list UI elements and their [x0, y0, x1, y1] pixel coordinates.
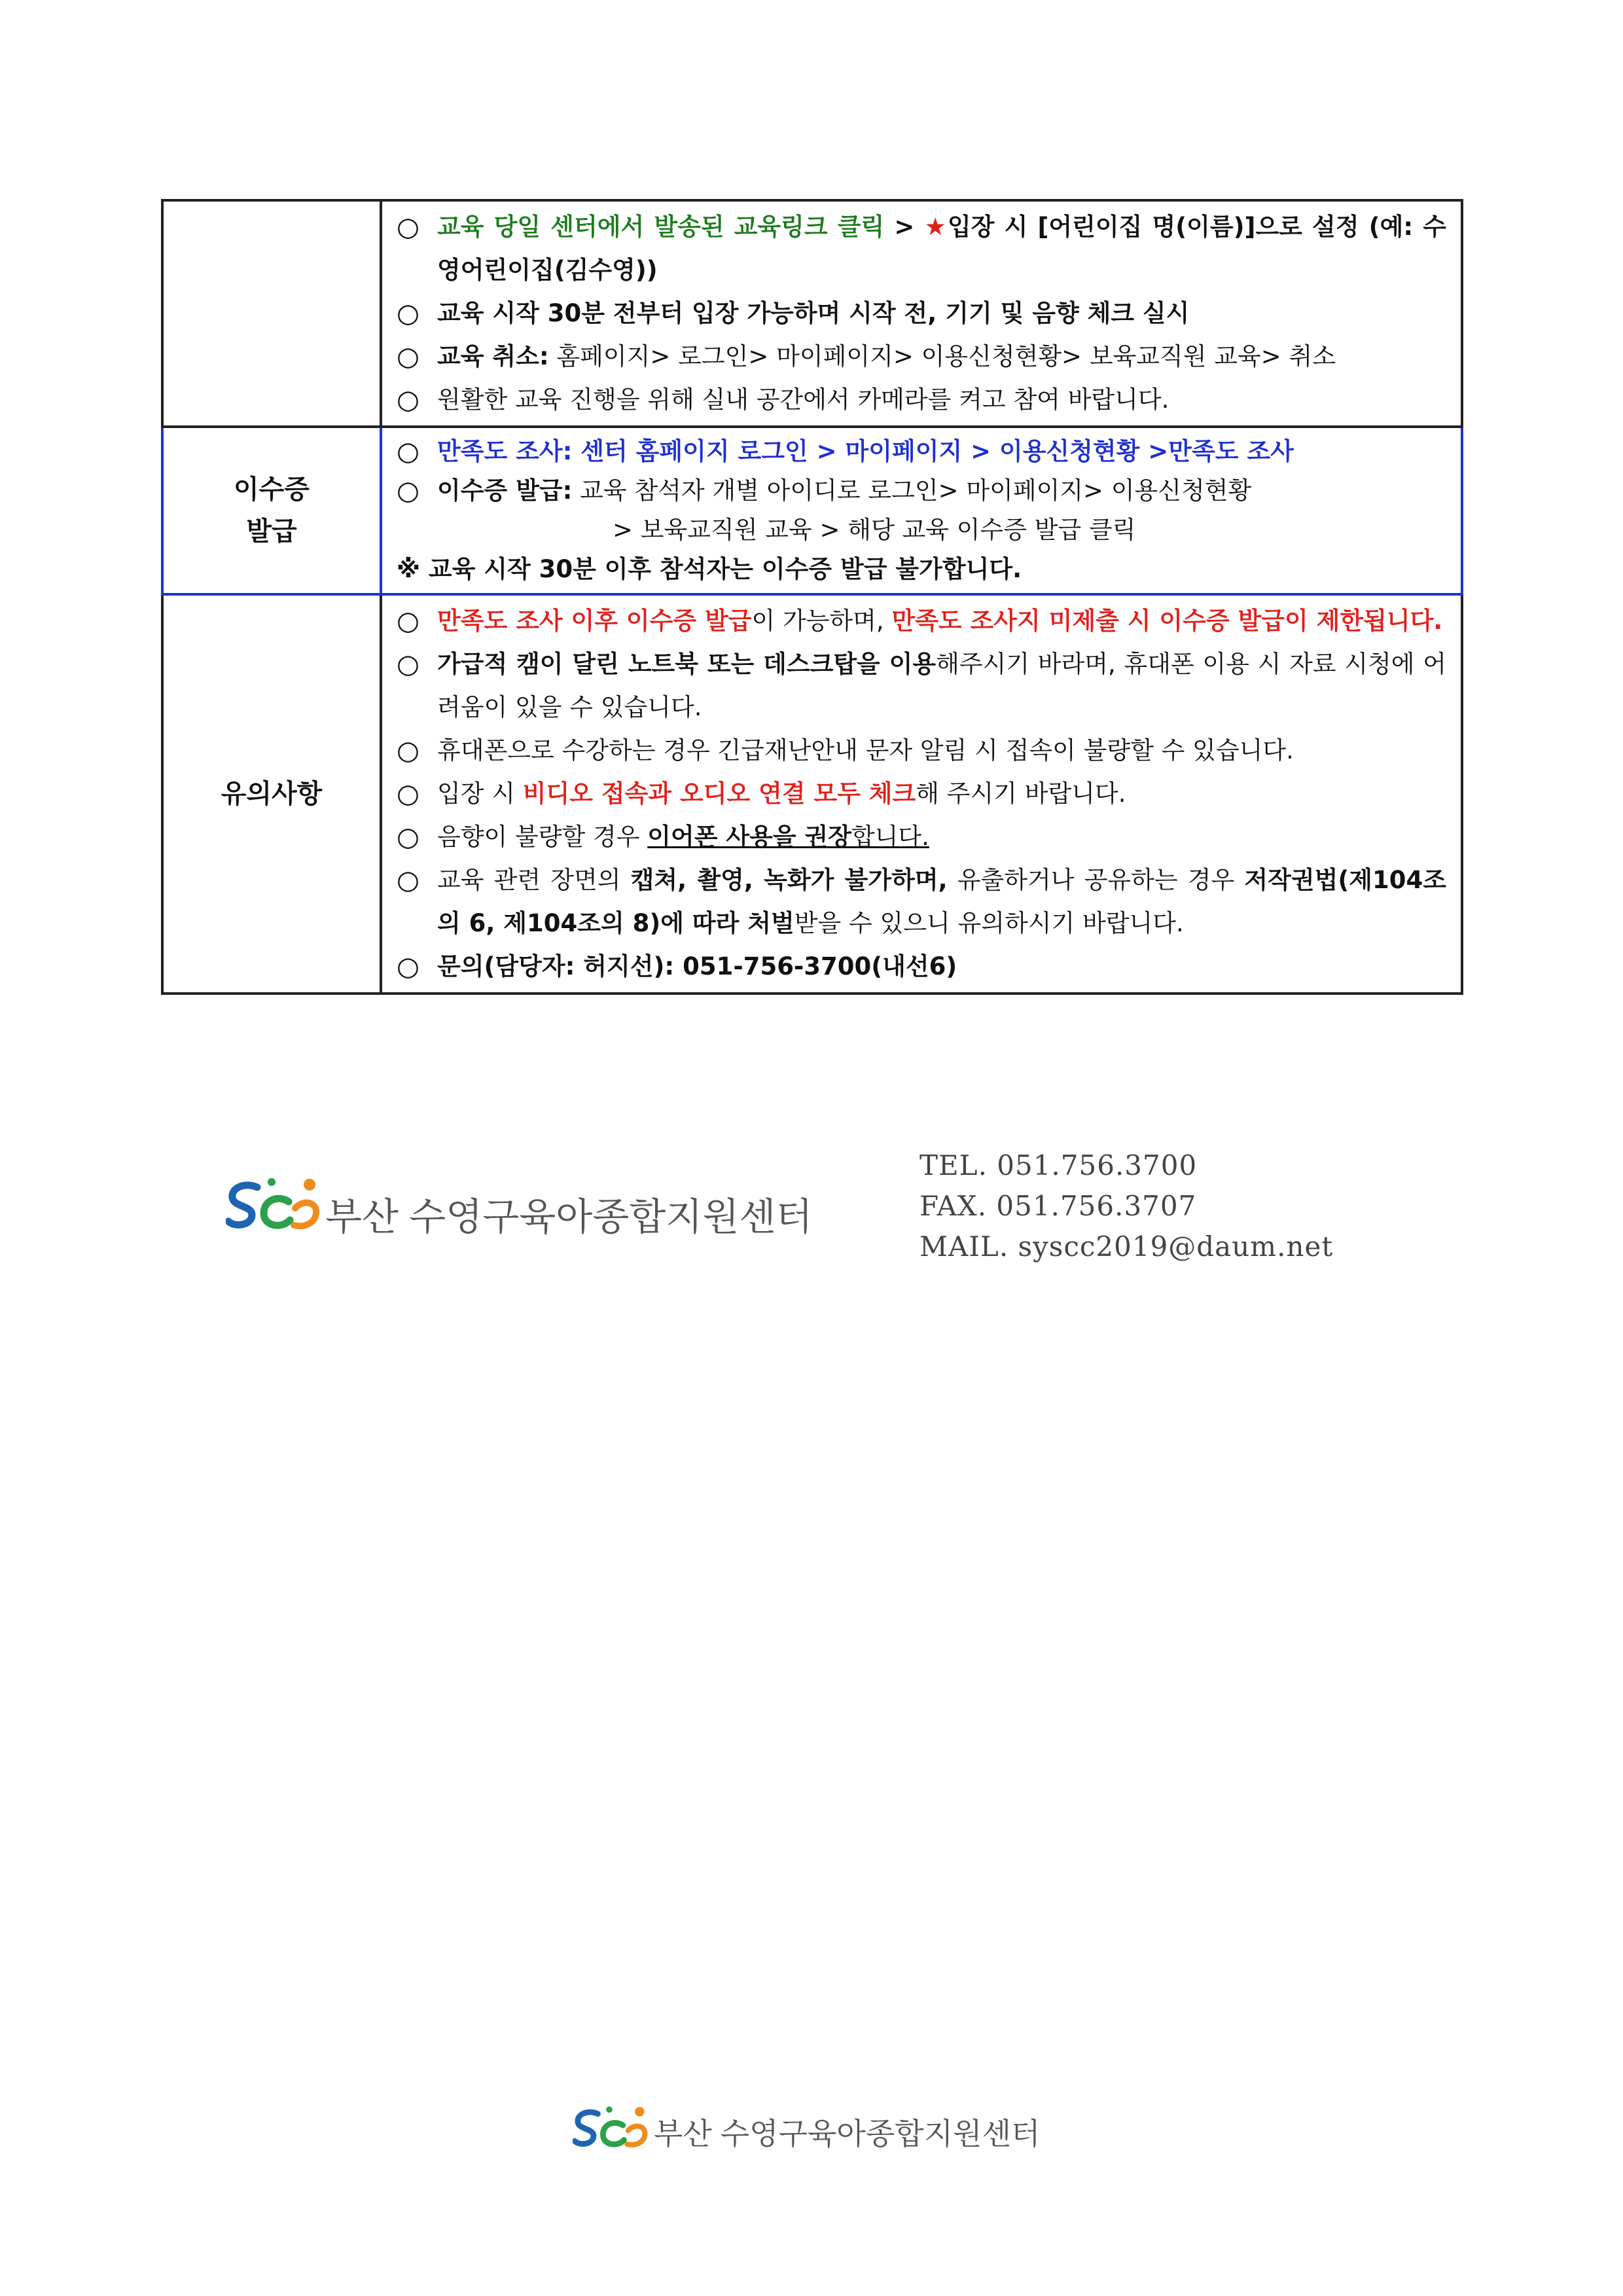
text-segment: 해 주시기 바랍니다. — [916, 780, 1126, 808]
list-item — [397, 729, 1446, 772]
row1-content — [381, 200, 1462, 427]
text-segment: 문의(담당자: 허지선): 051-756-3700(내선6) — [437, 952, 957, 980]
list-item — [397, 945, 1446, 988]
text-segment: 원활한 교육 진행을 위해 실내 공간에서 카메라를 켜고 참여 바랍니다. — [437, 386, 1169, 414]
tel-text: TEL. 051.756.3700 — [919, 1149, 1198, 1181]
text-segment: ★ — [924, 213, 948, 241]
circle-bullet-icon: ○ — [397, 385, 419, 415]
certificate-label: 이수증 발급: — [437, 476, 573, 505]
list-item — [397, 335, 1446, 378]
circle-bullet-icon: ○ — [397, 822, 419, 852]
circle-bullet-icon: ○ — [397, 649, 419, 679]
text-segment: 유출하거나 공유하는 경우 — [947, 866, 1245, 894]
certificate-path: 교육 참석자 개별 아이디로 로그인> 마이페이지> 이용신청현황 — [572, 476, 1252, 505]
circle-bullet-icon: ○ — [397, 606, 419, 636]
footer-logo — [226, 1173, 813, 1238]
text-segment: 이 가능하며, — [751, 607, 892, 635]
row2-content — [381, 427, 1462, 594]
circle-bullet-icon: ○ — [397, 865, 419, 895]
text-segment: 입장 시 — [437, 780, 523, 808]
list-item — [397, 643, 1446, 729]
row2-label-line1: 이수증 — [234, 475, 310, 505]
text-segment: 합니다. — [851, 823, 929, 851]
row2-label-line2: 발급 — [246, 516, 297, 547]
list-item — [397, 859, 1446, 945]
row2-label — [162, 427, 381, 594]
row3-content — [381, 594, 1462, 994]
item-text — [437, 772, 1446, 816]
item-text — [437, 643, 1446, 729]
list-item — [397, 378, 1446, 422]
text-segment: 입장 시 [어린이집 명(이름)]으로 설정 (예: 수영어린이집(김수영)) — [437, 213, 1446, 284]
list-item — [397, 600, 1446, 643]
contact-info — [919, 1145, 1333, 1267]
item-text — [437, 292, 1446, 335]
text-segment: 교육 관련 장면의 — [437, 866, 631, 894]
survey-instruction: 만족도 조사: 센터 홈페이지 로그인 > 마이페이지 > 이용신청현황 >만족도 조사 — [437, 437, 1294, 465]
text-segment: 만족도 조사지 미제출 시 이수증 발급이 제한됩니다. — [891, 607, 1443, 635]
item-text — [437, 945, 1446, 988]
center-logo-icon — [573, 2102, 651, 2155]
circle-bullet-icon: ○ — [397, 476, 419, 506]
list-item — [397, 206, 1446, 292]
mail-text: MAIL. syscc2019@daum.net — [919, 1230, 1334, 1263]
text-segment: 만족도 조사 이후 이수증 발급 — [437, 607, 752, 635]
org-name: 부산 수영구육아종합지원센터 — [654, 2117, 1041, 2151]
list-item — [397, 292, 1446, 335]
text-segment: 교육 시작 30분 전부터 입장 가능하며 시작 전, 기기 및 음향 체크 실시 — [437, 299, 1190, 327]
text-segment: 홈페이지> 로그인> 마이페이지> 이용신청현황> 보육교직원 교육> 취소 — [548, 342, 1336, 370]
text-segment: 이어폰 사용을 권장 — [647, 823, 851, 851]
row1-items — [397, 206, 1446, 422]
bottom-logo — [573, 2102, 1070, 2155]
text-segment: 받을 수 있으니 유의하시기 바랍니다. — [794, 909, 1184, 937]
row-education-guide — [162, 200, 1462, 427]
row3-items — [397, 600, 1446, 988]
row3-label: 유의사항 — [162, 594, 381, 994]
text-segment: 캡쳐, 촬영, 녹화가 불가하며, — [630, 866, 948, 894]
certificate-path-continued: > 보육교직원 교육 > 해당 교육 이수증 발급 클릭 — [613, 516, 1136, 544]
text-segment: 휴대폰으로 수강하는 경우 긴급재난안내 문자 알림 시 접속이 불량할 수 있습니다. — [437, 736, 1294, 764]
list-item-continued — [397, 511, 1446, 550]
circle-bullet-icon: ○ — [397, 212, 419, 242]
text-segment: 저작권법(제104조의 6, 제104조의 8)에 따라 처벌 — [437, 866, 1446, 937]
row1-label — [162, 200, 381, 427]
fax-text: FAX. 051.756.3707 — [919, 1190, 1197, 1222]
item-text — [437, 206, 1446, 292]
circle-bullet-icon: ○ — [397, 342, 419, 372]
item-text — [437, 600, 1446, 643]
list-item — [397, 471, 1446, 511]
text-segment: 교육 당일 센터에서 발송된 교육링크 클릭 — [437, 213, 885, 241]
text-segment: > — [884, 213, 925, 241]
text-segment: 가급적 캠이 달린 노트북 또는 데스크탑을 이용 — [437, 650, 936, 678]
circle-bullet-icon: ○ — [397, 952, 419, 982]
list-item — [397, 816, 1446, 859]
text-segment: 음향이 불량할 경우 — [437, 823, 648, 851]
item-text — [437, 378, 1446, 422]
text-segment: 비디오 접속과 오디오 연결 모두 체크 — [522, 780, 916, 808]
circle-bullet-icon: ○ — [397, 298, 419, 329]
info-table — [161, 199, 1463, 995]
late-attendee-note: ※ 교육 시작 30분 이후 참석자는 이수증 발급 불가합니다. — [397, 555, 1022, 583]
text-segment: 해주시기 바라며, 휴대폰 이용 시 자료 시청에 어려움이 있을 수 있습니다. — [437, 650, 1447, 721]
item-text — [437, 729, 1446, 772]
item-text — [437, 335, 1446, 378]
org-name: 부산 수영구육아종합지원센터 — [325, 1196, 813, 1238]
item-text — [437, 816, 1446, 859]
row-certificate — [162, 427, 1462, 594]
text-segment: 교육 취소: — [437, 342, 549, 370]
circle-bullet-icon: ○ — [397, 736, 419, 766]
list-item — [397, 772, 1446, 816]
list-item — [397, 432, 1446, 471]
circle-bullet-icon: ○ — [397, 779, 419, 809]
circle-bullet-icon: ○ — [397, 437, 419, 467]
center-logo-icon — [226, 1173, 324, 1238]
item-text — [437, 859, 1446, 945]
row-precautions — [162, 594, 1462, 994]
